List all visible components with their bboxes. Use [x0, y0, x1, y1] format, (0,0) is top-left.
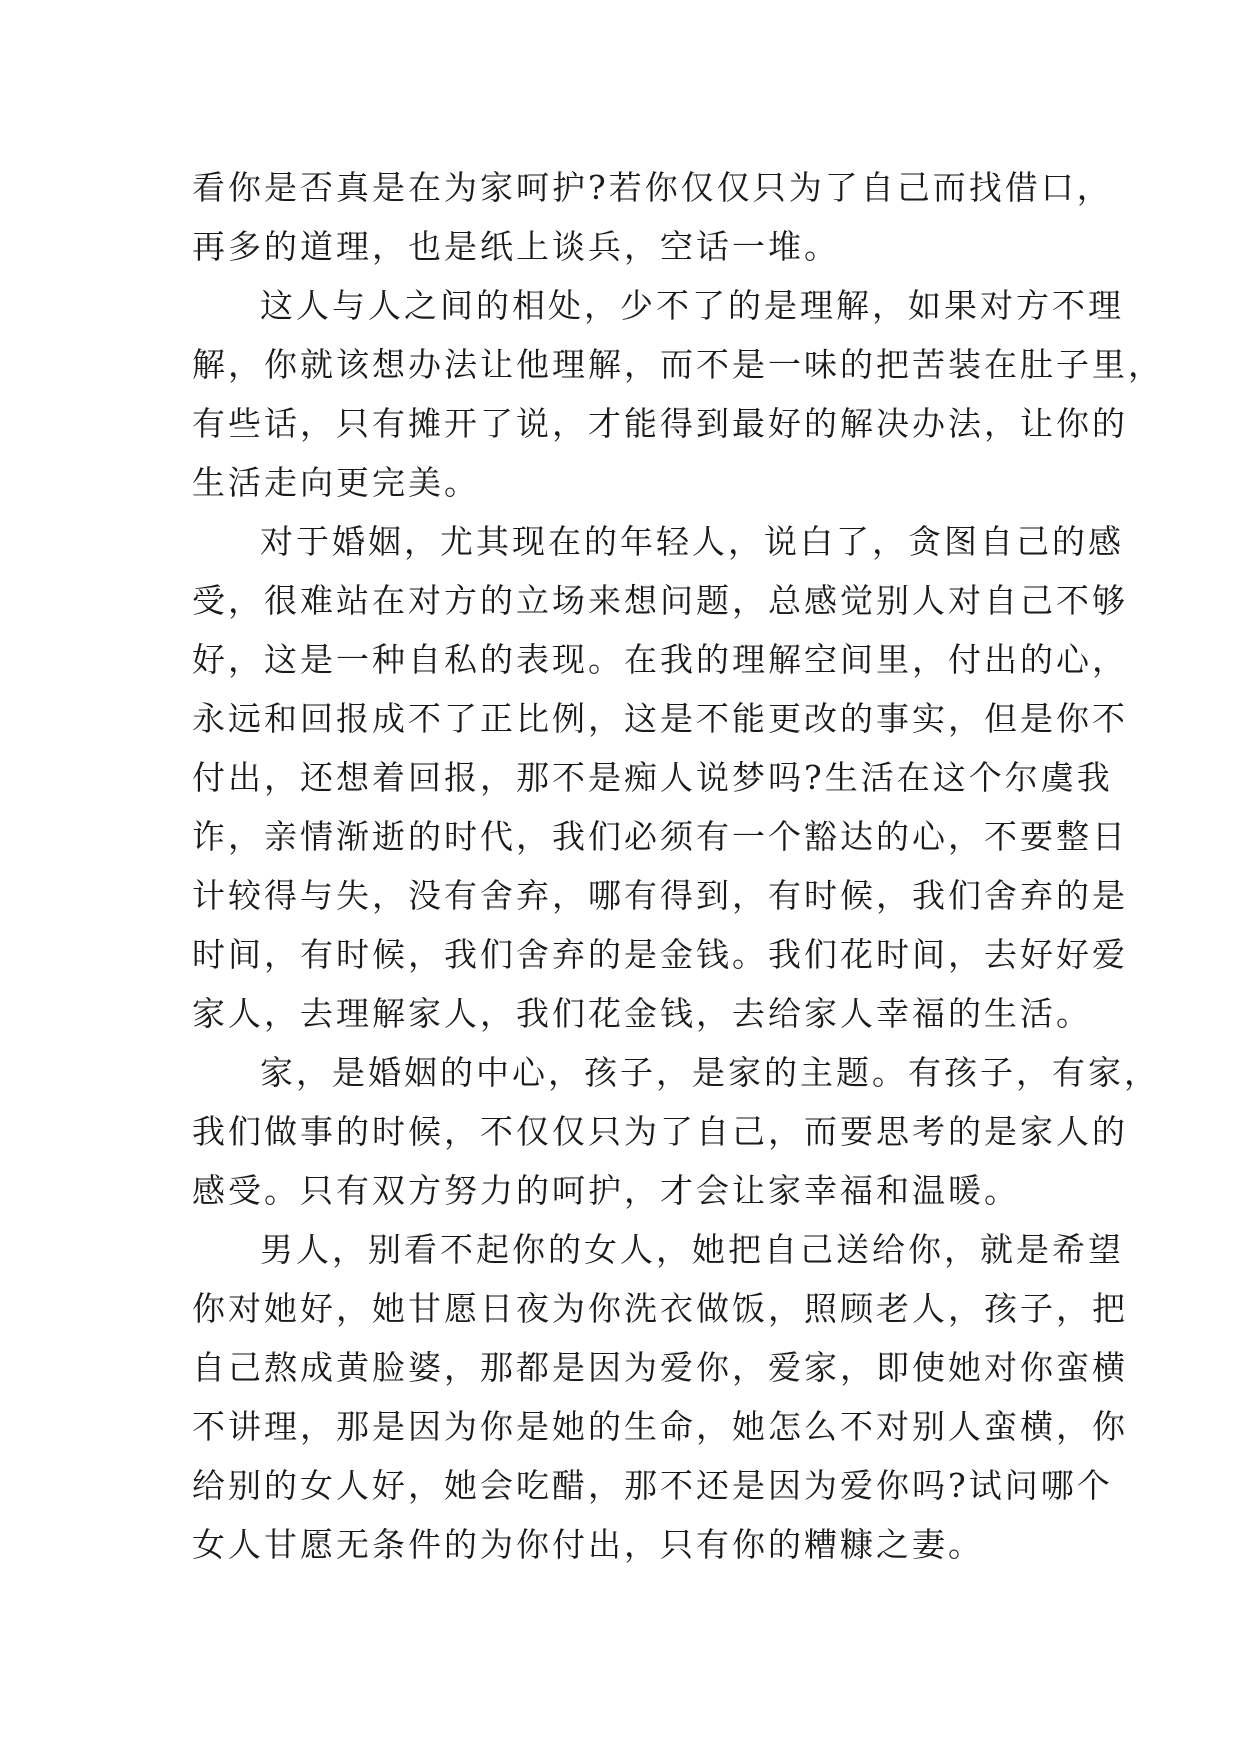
- text-line: 你对她好，她甘愿日夜为你洗衣做饭，照顾老人，孩子，把: [192, 1289, 1128, 1328]
- text-line: 自己熬成黄脸婆，那都是因为爱你，爱家，即使她对你蛮横: [192, 1348, 1128, 1387]
- text-line: 时间，有时候，我们舍弃的是金钱。我们花时间，去好好爱: [192, 935, 1128, 974]
- text-line: 有些话，只有摊开了说，才能得到最好的解决办法，让你的: [192, 404, 1128, 443]
- text-line: 付出，还想着回报，那不是痴人说梦吗?生活在这个尔虞我: [192, 758, 1113, 797]
- paragraph-first-line: 男人，别看不起你的女人，她把自己送给你，就是希望: [260, 1230, 1124, 1269]
- text-line: 看你是否真是在为家呵护?若你仅仅只为了自己而找借口，: [192, 168, 1113, 207]
- paragraph-first-line: 家，是婚姻的中心，孩子，是家的主题。有孩子，有家，: [260, 1053, 1160, 1092]
- text-line: 感受。只有双方努力的呵护，才会让家幸福和温暖。: [192, 1171, 1020, 1210]
- text-line: 永远和回报成不了正比例，这是不能更改的事实，但是你不: [192, 699, 1128, 738]
- text-line: 生活走向更完美。: [192, 463, 480, 502]
- text-line: 受，很难站在对方的立场来想问题，总感觉别人对自己不够: [192, 581, 1128, 620]
- text-line: 女人甘愿无条件的为你付出，只有你的糟糠之妻。: [192, 1525, 984, 1564]
- text-line: 再多的道理，也是纸上谈兵，空话一堆。: [192, 227, 840, 266]
- body-text: [192, 158, 1164, 1574]
- text-line: 计较得与失，没有舍弃，哪有得到，有时候，我们舍弃的是: [192, 876, 1128, 915]
- text-line: 好，这是一种自私的表现。在我的理解空间里，付出的心，: [192, 640, 1128, 679]
- text-line: 给别的女人好，她会吃醋，那不还是因为爱你吗?试问哪个: [192, 1466, 1113, 1505]
- text-line: 不讲理，那是因为你是她的生命，她怎么不对别人蛮横，你: [192, 1407, 1128, 1446]
- text-line: 我们做事的时候，不仅仅只为了自己，而要思考的是家人的: [192, 1112, 1128, 1151]
- text-line: 家人，去理解家人，我们花金钱，去给家人幸福的生活。: [192, 994, 1092, 1033]
- text-line: 解，你就该想办法让他理解，而不是一味的把苦装在肚子里，: [192, 345, 1164, 384]
- paragraph-first-line: 这人与人之间的相处，少不了的是理解，如果对方不理: [260, 286, 1124, 325]
- text-line: 诈，亲情渐逝的时代，我们必须有一个豁达的心，不要整日: [192, 817, 1128, 856]
- paragraph-first-line: 对于婚姻，尤其现在的年轻人，说白了，贪图自己的感: [260, 522, 1124, 561]
